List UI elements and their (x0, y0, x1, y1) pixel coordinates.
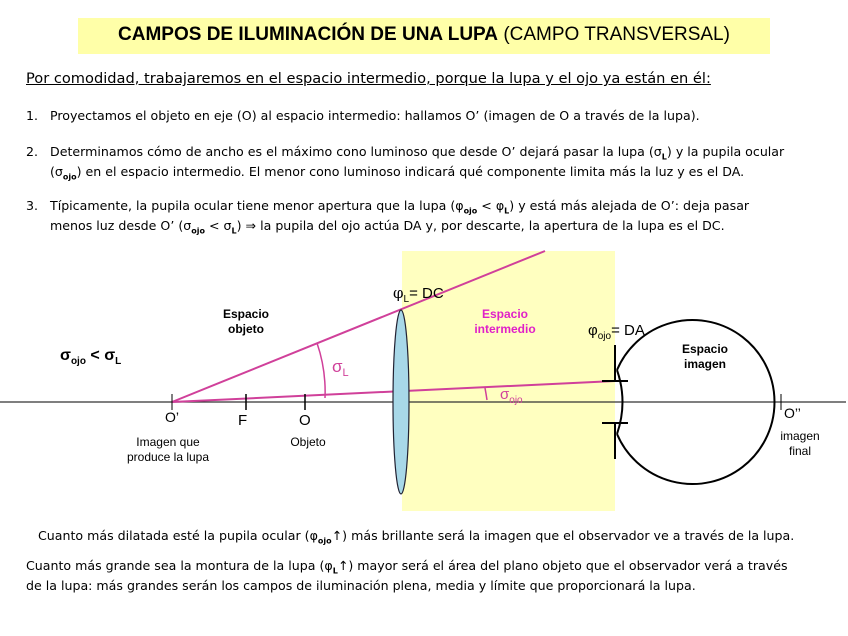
subscript: L (661, 152, 667, 162)
text-part: Típicamente, la pupila ocular tiene menor apertura que la lupa (φ (50, 198, 464, 213)
sigmaL-arc (317, 343, 325, 398)
subscript: L (504, 206, 510, 216)
subscript: ojo (191, 226, 205, 236)
subscript: ojo (317, 536, 332, 546)
text-part: ) ⇒ la pupila del ojo actúa DA y, por descarte, la apertura de la lupa es el DC. (236, 218, 725, 233)
text-part: Cuanto más grande sea la montura de la lupa (φ (26, 558, 333, 573)
footer-line-1 (38, 526, 794, 552)
F-label: F (238, 412, 248, 429)
footer-line-3: de la lupa: más grandes serán los campos de iluminación plena, media y límite que proporcionará la lupa. (26, 578, 696, 593)
subscript: ojo (463, 206, 478, 216)
espacio-imagen-label: Espacio imagen (681, 342, 729, 371)
espacio-objeto-label: Espacio objeto (222, 307, 270, 336)
text-part: < σ (204, 218, 232, 233)
text-part: < φ (477, 198, 505, 213)
text-part: ↑) mayor será el área del plano objeto que el observador verá a través (337, 558, 788, 573)
item-number: 1. (26, 108, 39, 123)
item-number: 3. (26, 198, 39, 213)
espacio-intermedio-label: Espacio intermedio (474, 307, 536, 336)
text-part: ↑) más brillante será la imagen que el observador ve a través de la lupa. (331, 528, 795, 543)
text-part: Cuanto más dilatada esté la pupila ocular (φ (38, 528, 318, 543)
item-text: Proyectamos el objeto en eje (O) al espacio intermedio: hallamos O’ (imagen de O a través de la lupa). (50, 108, 700, 123)
objeto-label: Objeto (290, 435, 326, 449)
subscript: ojo (62, 172, 77, 182)
subscript: L (332, 566, 338, 576)
title-sub: (CAMPO TRANSVERSAL) (503, 24, 730, 45)
lens (393, 310, 409, 494)
text-part: ) en el espacio intermedio. El menor cono luminoso indicará qué componente limita más la luz y es el DA. (76, 164, 745, 179)
O-dprime-label: O’’ (784, 405, 801, 421)
sigmaojo-label: $\sigma_{ojo}$ (500, 386, 523, 406)
imagen-final-label: imagen final (780, 429, 820, 458)
subscript: L (231, 226, 237, 236)
sigma-comparison: $\sigma_{ojo} < \sigma_L$ (60, 347, 122, 367)
O-prime-label: O’ (165, 409, 179, 425)
text-part: (σ (50, 164, 63, 179)
text-part: ) y está más alejada de O’: deja pasar (509, 198, 750, 213)
text-part: menos luz desde O’ (σ (50, 218, 192, 233)
O-label: O (299, 412, 311, 429)
text-part: Determinamos cómo de ancho es el máximo cono luminoso que desde O’ dejará pasar la lupa (σ (50, 144, 662, 159)
sigmaL-label: $\sigma_L$ (332, 357, 349, 379)
phiL-label: $\varphi_L=$ DC (393, 284, 444, 305)
title-main: CAMPOS DE ILUMINACIÓN DE UNA LUPA (118, 24, 499, 45)
intro-text: Por comodidad, trabajaremos en el espacio intermedio, porque la lupa y el ojo ya están en él: (26, 70, 711, 87)
item-number: 2. (26, 144, 39, 159)
phiojo-label: $\varphi_{ojo}=$ DA (588, 322, 645, 342)
imagen-lupa-label: Imagen que produce la lupa (126, 435, 210, 464)
text-part: ) y la pupila ocular (666, 144, 785, 159)
